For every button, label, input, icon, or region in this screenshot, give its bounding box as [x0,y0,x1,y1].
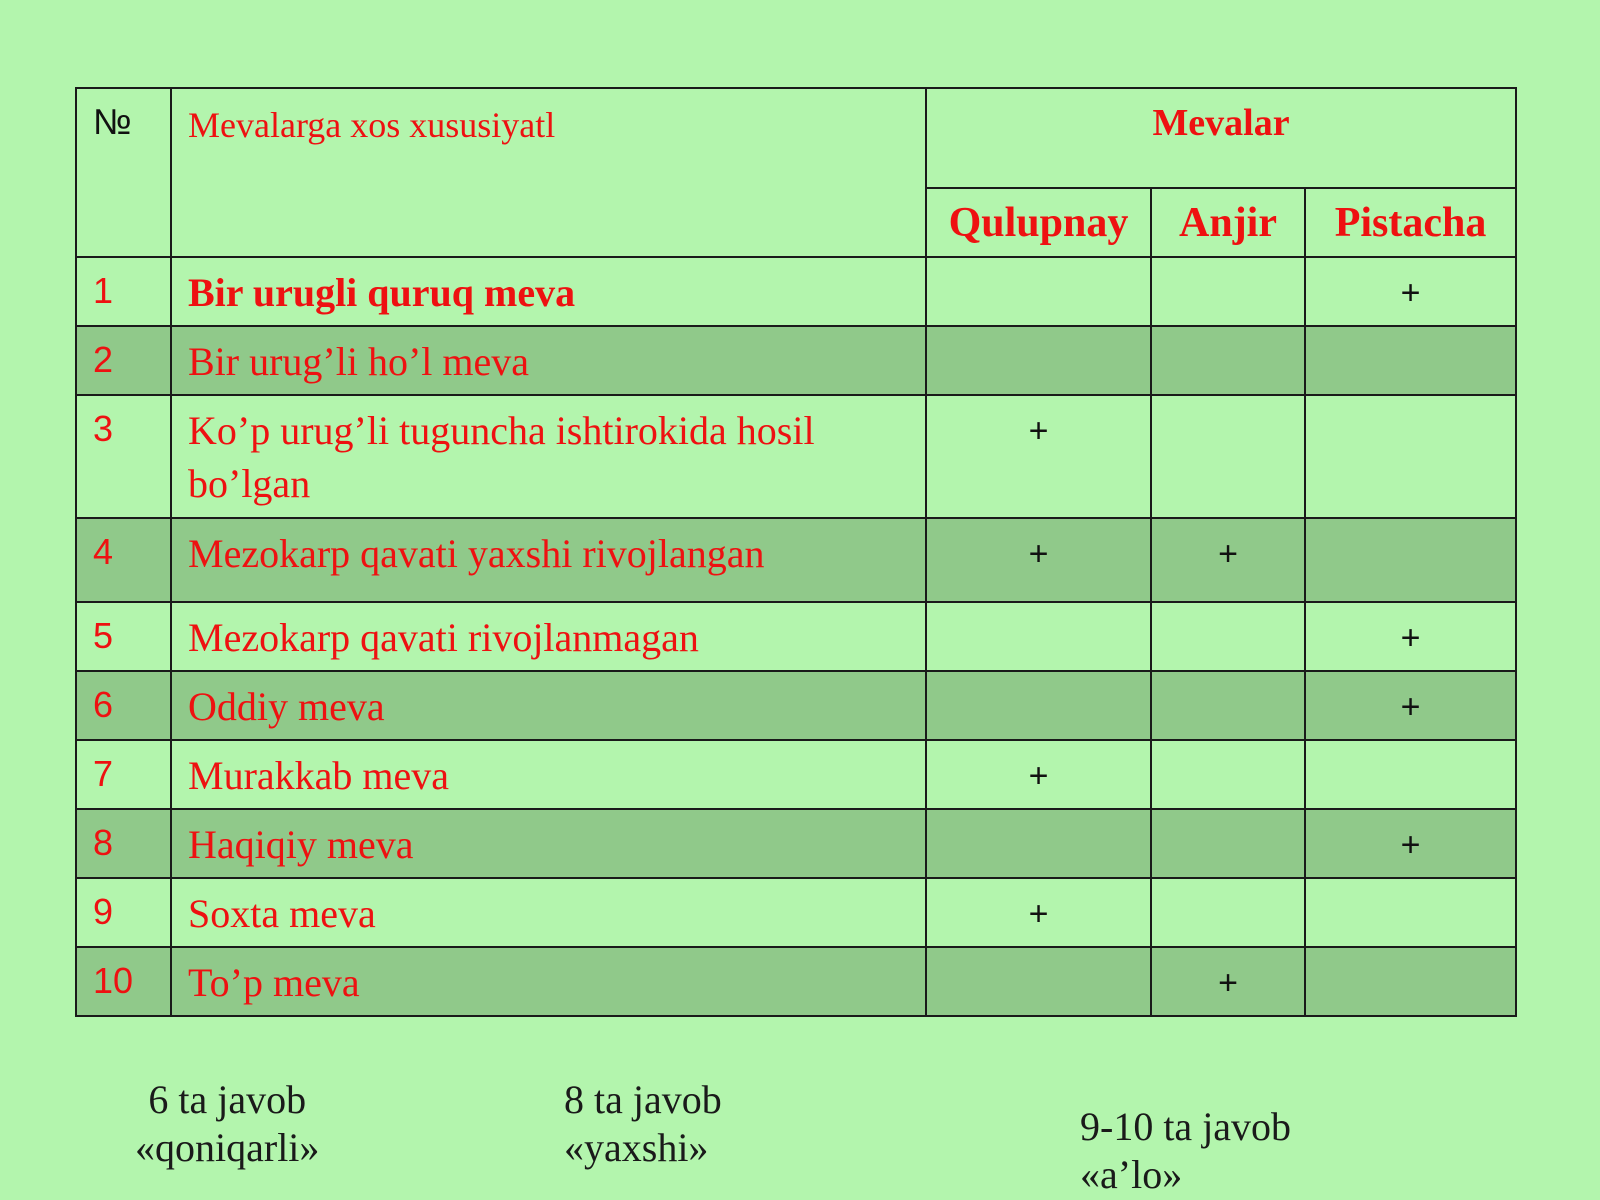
mark-pistacha: + [1305,257,1516,326]
row-number: 10 [76,947,171,1016]
mark-qulupnay [926,257,1151,326]
fruits-group-header: Mevalar [926,88,1516,188]
mark-qulupnay [926,671,1151,740]
mark-pistacha [1305,326,1516,395]
fruit-header-anjir: Anjir [1151,188,1305,257]
fruit-properties-table [75,87,1517,1017]
grade-satisfactory [135,1076,319,1172]
mark-anjir [1151,326,1305,395]
table-row [76,740,1516,809]
row-number: 9 [76,878,171,947]
row-property: Mezokarp qavati yaxshi rivojlangan [171,518,926,602]
mark-anjir [1151,671,1305,740]
mark-anjir: + [1151,947,1305,1016]
mark-pistacha: + [1305,809,1516,878]
table-row [76,257,1516,326]
row-number: 8 [76,809,171,878]
table-row [76,395,1516,518]
mark-anjir: + [1151,518,1305,602]
grade-count: 9-10 ta javob [1080,1104,1292,1149]
row-number: 7 [76,740,171,809]
row-property: Soxta meva [171,878,926,947]
row-number: 3 [76,395,171,518]
table-row [76,671,1516,740]
table-row [76,947,1516,1016]
grade-label: «qoniqarli» [135,1125,320,1170]
mark-qulupnay: + [926,878,1151,947]
row-property: Mezokarp qavati rivojlanmagan [171,602,926,671]
grade-label: «a’lo» [1080,1152,1183,1197]
row-property: Haqiqiy meva [171,809,926,878]
mark-anjir [1151,257,1305,326]
table-row [76,809,1516,878]
row-property: Oddiy meva [171,671,926,740]
property-column-header: Mevalarga xos xususiyatl [171,88,926,257]
mark-qulupnay: + [926,518,1151,602]
mark-anjir [1151,740,1305,809]
mark-pistacha [1305,518,1516,602]
row-number: 2 [76,326,171,395]
grade-excellent [1080,1103,1291,1199]
mark-qulupnay [926,602,1151,671]
mark-qulupnay: + [926,395,1151,518]
table-header-row [76,88,1516,188]
row-number: 5 [76,602,171,671]
row-property: Ko’p urug’li tuguncha ishtirokida hosil bo’lgan [171,395,926,518]
mark-pistacha [1305,947,1516,1016]
mark-qulupnay: + [926,740,1151,809]
mark-qulupnay [926,947,1151,1016]
mark-pistacha [1305,395,1516,518]
table-row [76,602,1516,671]
mark-anjir [1151,602,1305,671]
mark-anjir [1151,878,1305,947]
row-property: Murakkab meva [171,740,926,809]
row-number: 4 [76,518,171,602]
grade-count: 6 ta javob [148,1077,307,1122]
table-row [76,518,1516,602]
row-number: 1 [76,257,171,326]
grade-label: «yaxshi» [564,1125,709,1170]
row-property: Bir urug’li ho’l meva [171,326,926,395]
table-row [76,326,1516,395]
mark-anjir [1151,395,1305,518]
mark-pistacha: + [1305,671,1516,740]
grade-count: 8 ta javob [564,1077,722,1122]
row-property: Bir urugli quruq meva [171,257,926,326]
number-column-header: № [76,88,171,257]
fruit-header-pistacha: Pistacha [1305,188,1516,257]
mark-anjir [1151,809,1305,878]
fruit-header-qulupnay: Qulupnay [926,188,1151,257]
mark-qulupnay [926,809,1151,878]
mark-pistacha [1305,740,1516,809]
row-property: To’p meva [171,947,926,1016]
mark-qulupnay [926,326,1151,395]
grade-good [564,1076,722,1172]
mark-pistacha: + [1305,602,1516,671]
row-number: 6 [76,671,171,740]
mark-pistacha [1305,878,1516,947]
table-row [76,878,1516,947]
